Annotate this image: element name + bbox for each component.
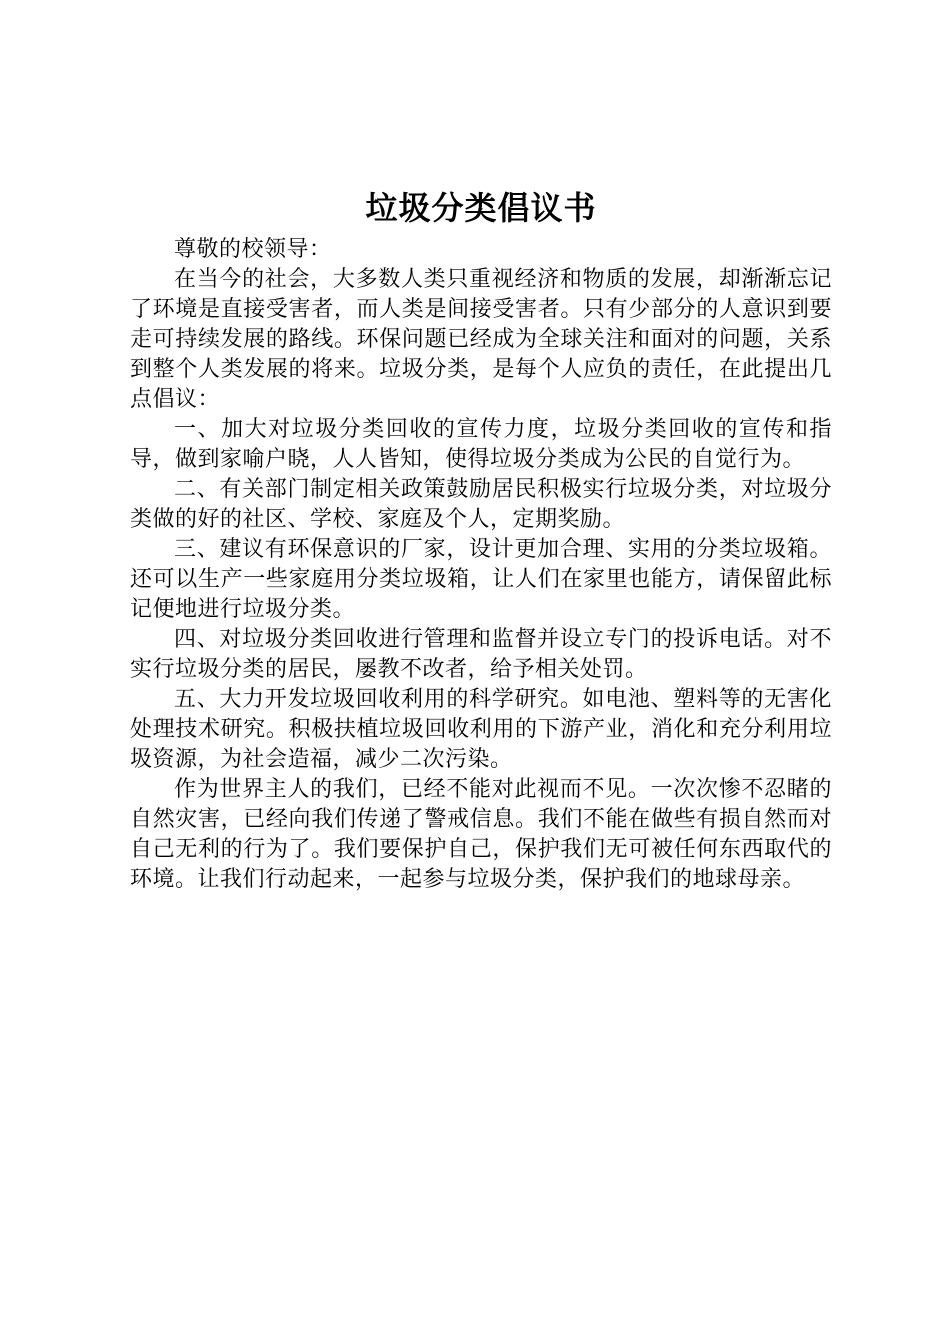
paragraph-proposal-4: 四、对垃圾分类回收进行管理和监督并设立专门的投诉电话。对不实行垃圾分类的居民，屡教不改者，给予相关处罚。 bbox=[130, 627, 832, 682]
salutation: 尊敬的校领导： bbox=[174, 237, 332, 262]
paragraph-proposal-2: 二、有关部门制定相关政策鼓励居民积极实行垃圾分类，对垃圾分类做的好的社区、学校、家庭及个人，定期奖励。 bbox=[130, 477, 832, 532]
paragraph-proposal-3: 三、建议有环保意识的厂家，设计更加合理、实用的分类垃圾箱。还可以生产一些家庭用分类垃圾箱，让人们在家里也能方，请保留此标记便地进行垃圾分类。 bbox=[130, 537, 832, 622]
paragraph-proposal-5: 五、大力开发垃圾回收利用的科学研究。如电池、塑料等的无害化处理技术研究。积极扶植垃圾回收利用的下游产业，消化和充分利用垃圾资源，为社会造福，减少二次污染。 bbox=[130, 687, 832, 772]
paragraph-intro: 在当今的社会，大多数人类只重视经济和物质的发展，却渐渐忘记了环境是直接受害者，而人类是间接受害者。只有少部分的人意识到要走可持续发展的路线。环保问题已经成为全球关注和面对的问题，关系到整个人类发展的将来。垃圾分类，是每个人应负的责任，在此提出几点倡议： bbox=[130, 267, 832, 412]
document-page bbox=[130, 185, 832, 895]
paragraph-proposal-1: 一、加大对垃圾分类回收的宣传力度，垃圾分类回收的宣传和指导，做到家喻户晓，人人皆知，使得垃圾分类成为公民的自觉行为。 bbox=[130, 417, 832, 472]
paragraph-conclusion: 作为世界主人的我们，已经不能对此视而不见。一次次惨不忍睹的自然灾害，已经向我们传递了警戒信息。我们不能在做些有损自然而对自己无利的行为了。我们要保护自己，保护我们无可被任何东西取代的环境。让我们行动起来，一起参与垃圾分类，保护我们的地球母亲。 bbox=[130, 777, 832, 892]
document-title: 垃圾分类倡议书 bbox=[365, 189, 597, 227]
